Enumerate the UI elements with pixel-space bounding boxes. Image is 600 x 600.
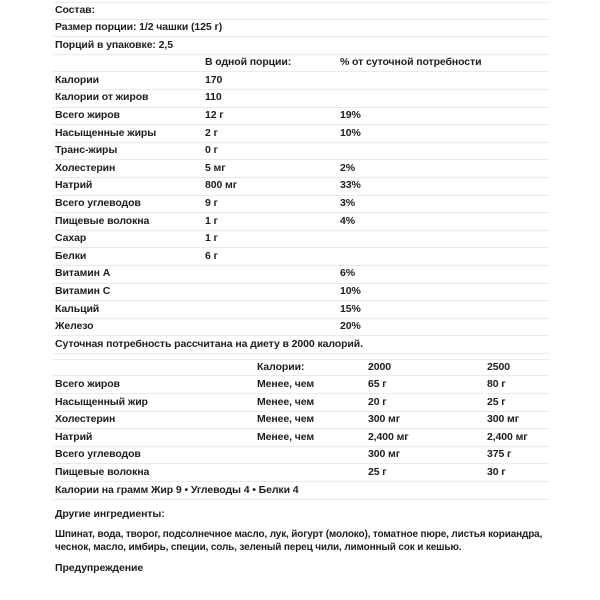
reference-value-2000: 300 мг [368,448,400,461]
nutrient-row [53,72,550,90]
ingredients-section [53,508,550,575]
reference-row [53,429,550,447]
nutrient-dv: 10% [340,126,361,139]
reference-value-2500: 375 г [487,448,512,461]
reference-row [53,447,550,465]
nutrient-dv: 20% [340,320,361,333]
nutrition-panel [53,2,550,575]
reference-row [53,394,550,412]
nutrient-name: Белки [55,249,87,262]
reference-value-2000: 300 мг [368,413,400,426]
nutrient-amount: 170 [205,73,223,86]
nutrient-row [53,213,550,231]
composition-label: Состав: [55,4,95,16]
reference-value-2000: 65 г [368,377,387,390]
nutrient-amount: 1 г [205,214,218,227]
reference-value-2000: 2,400 мг [368,430,409,443]
serving-size-label: Размер порции: 1/2 чашки (125 г) [55,21,223,34]
nutrient-row [53,90,550,108]
reference-value-2500: 25 г [487,395,506,408]
nutrient-dv: 33% [340,179,361,192]
nutrient-name: Транс-жиры [55,144,118,157]
nutrient-amount: 9 г [205,197,218,210]
servings-per-container-label: Порций в упаковке: 2,5 [55,38,173,51]
reference-header-row [53,359,550,377]
serving-size-row [53,20,550,38]
reference-qualifier: Менее, чем [257,377,315,390]
per-serving-header-amount: В одной порции: [205,56,292,69]
reference-row [53,412,550,430]
nutrient-name: Сахар [55,232,87,245]
nutrient-row [53,248,550,266]
reference-value-2500: 30 г [487,465,506,478]
nutrient-row [53,231,550,249]
nutrient-amount: 0 г [205,144,218,157]
nutrient-amount: 5 мг [205,161,226,174]
nutrient-row [53,301,550,319]
daily-value-footnote-row [53,336,550,354]
reference-value-2500: 300 мг [487,413,519,426]
calories-per-gram-label: Калории на грамм Жир 9 • Углеводы 4 • Белки 4 [55,483,299,496]
nutrient-row [53,160,550,178]
reference-value-2000: 25 г [368,465,387,478]
nutrient-name: Витамин С [55,285,111,297]
nutrient-dv: 15% [340,302,361,315]
reference-header-2000: 2000 [368,360,391,373]
nutrient-name: Железо [55,320,94,333]
reference-name: Насыщенный жир [55,395,148,408]
warning-title: Предупреждение [55,561,144,574]
daily-value-footnote: Суточная потребность рассчитана на диету в 2000 калорий. [55,337,363,350]
nutrient-row [53,196,550,214]
nutrient-row [53,108,550,126]
reference-name: Холестерин [55,413,116,426]
nutrient-name: Витамин А [55,267,111,280]
reference-name: Натрий [55,430,93,443]
nutrient-amount: 2 г [205,126,218,139]
nutrient-name: Пищевые волокна [55,214,150,227]
reference-qualifier: Менее, чем [257,413,315,426]
other-ingredients-title: Другие ингредиенты: [55,507,165,520]
reference-value-2500: 2,400 мг [487,430,528,443]
nutrient-name: Всего жиров [55,109,120,122]
per-serving-table [53,55,550,354]
calories-per-gram-row [53,482,550,500]
reference-value-2500: 80 г [487,377,506,390]
composition-row [53,2,550,20]
per-serving-header-row [53,55,550,73]
nutrient-amount: 800 мг [205,179,237,192]
nutrient-amount: 110 [205,91,222,104]
reference-table [53,359,550,500]
servings-per-container-row [53,37,550,55]
per-serving-header-dv: % от суточной потребности [340,56,482,69]
nutrient-amount: 6 г [205,249,218,262]
nutrient-name: Всего углеводов [55,197,141,210]
nutrient-dv: 10% [340,285,361,297]
reference-name: Всего жиров [55,377,120,390]
nutrient-name: Калории [55,73,99,86]
nutrient-row [53,266,550,284]
nutrient-name: Калории от жиров [55,91,149,104]
reference-value-2000: 20 г [368,395,387,408]
reference-row [53,376,550,394]
reference-header-2500: 2500 [487,360,510,373]
nutrient-dv: 3% [340,197,355,210]
nutrient-row [53,178,550,196]
nutrient-dv: 2% [340,161,355,174]
nutrient-row [53,319,550,337]
nutrient-row [53,143,550,161]
reference-header-calories: Калории: [257,360,305,373]
nutrient-name: Кальций [55,302,100,315]
reference-qualifier: Менее, чем [257,430,315,443]
nutrient-name: Натрий [55,179,93,192]
nutrient-row [53,125,550,143]
nutrient-dv: 6% [340,267,355,280]
nutrient-name: Холестерин [55,161,116,174]
nutrient-dv: 4% [340,214,355,227]
nutrient-dv: 19% [340,109,361,122]
reference-name: Всего углеводов [55,448,141,461]
reference-row [53,464,550,482]
nutrient-name: Насыщенные жиры [55,126,157,139]
nutrient-amount: 1 г [205,232,218,245]
nutrient-amount: 12 г [205,109,224,122]
reference-name: Пищевые волокна [55,465,150,478]
nutrient-row [53,284,550,302]
reference-qualifier: Менее, чем [257,395,315,408]
ingredients-text: Шпинат, вода, творог, подсолнечное масло, лук, йогурт (молоко), томатное пюре, листья кориандра, чеснок, масло, имбирь, специи, соль, зеленый перец чили, лимонный сок и кешью. [55,528,543,553]
